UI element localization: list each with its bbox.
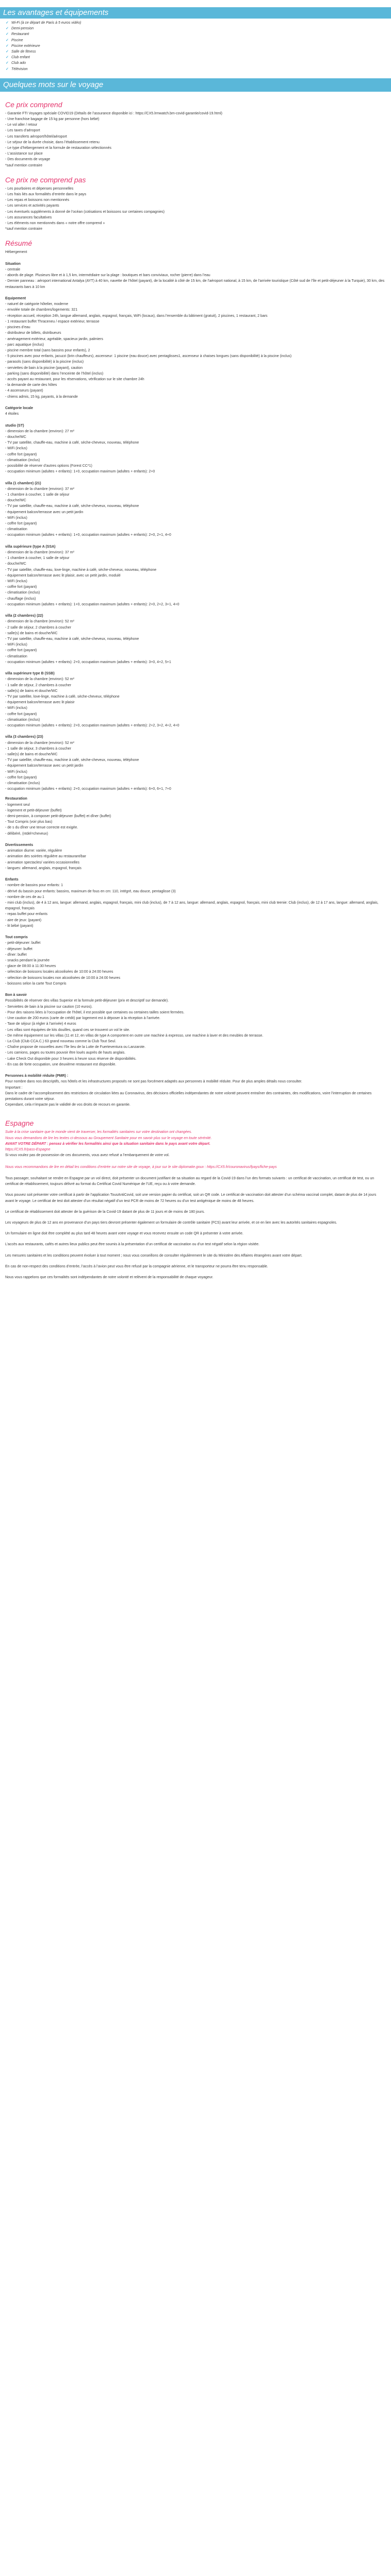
text-line: - animation spectacles/ variées occasionnelles [5,860,79,865]
room-detail: - occupation minimum (adultes + enfants): 2+0, occupation maximum (adultes + enfants): 6+0, 6+1, 7+0 [5,787,171,791]
text-line: - Taxe de séjour (à régler à l’arrivée) 4 euros [5,1022,76,1026]
espagne-intro-line: Si vous voulez pas de possession de ces documents, vous avez refusé a l’embarquement de votre vol. [5,1154,170,1158]
text-line: - serviettes de bain à la piscine (payant), caution [5,366,83,370]
text-line: - Des documents de voyage [5,158,51,162]
room-detail: - occupation minimum (adultes + enfants): 1+0, occupation maximum (adultes + enfants): 2+0, 2+1, 4+0 [5,533,171,537]
room-detail: - dimension de la chambre (environ): 37 m² [5,487,74,491]
text-line: - de s du dîner une tenue correcte est exigée. [5,826,78,830]
text-line: - sélection de boissons locales non alcoolisées de 10:00 à 24:00 heures [5,976,120,980]
text-line: - boissons selon la carte Tout Compris [5,981,67,986]
espagne-paragraph: Tous passager, souhaitant se rendre en Espagne par un vol direct, doit présenter un document justifiant de sa situation au regard de la Covid-19 dans l’un des formats suivants : un certificat de vaccination, un certificat de test, ou un certificat de rétablissement, toujours délivré au format du Certificat Covid Numérique de l’UE, reçu ou à votre demande. [5,1176,374,1187]
text-line: - Les éléments non mentionnés dans « notre offre comprend » [5,222,105,226]
categorie-label: Catégorie locale [5,406,34,410]
tout-compris-list [5,940,386,987]
divertissements-label: Divertissements [5,843,34,848]
feature-item: ✓ Club ado [5,60,386,66]
prix-comprend-title: Ce prix comprend [5,100,62,109]
text-line: - accès payant au restaurant, pour les réservations, vérification sur le site chambre 24h [5,377,144,381]
text-line: - animation des soirées régulière au restaurant/bar [5,855,86,859]
room-detail: - WiFi (inclus) [5,643,27,647]
text-line: - Les services et activités payants [5,204,59,208]
espagne-paragraph: Vous pouvez soit présenter votre certificat à partir de l’application TousAntiCovid, soit une version papier du certificat, soit un QR code. Le certificat de vaccination doit attester d’un schéma vaccinal complet, datant de plus de 14 jours avant le voyage. Le certificat de test doit attester d’un résultat négatif d’un test PCR de moins de 72 heures ou d’un test antigénique de moins de 48 heures. [5,1193,377,1203]
text-line: - demi-pension, à composer petit-déjeuner (buffet) et dîner (buffet) [5,815,111,819]
situation-list [5,267,386,290]
text-line: Cependant, cela n’impacte pas le validité de vos droits de recours en garantie. [5,1103,131,1107]
text-line: - Lake Check Out disponible pour 3 heures à heure sous réserve de disponibilités. [5,1057,137,1061]
text-line: - réception accueil, réception 24h, langue allemand, anglais, espagnol, français, WiFi (locaux), dans l’ensemble du bâtiment (gratuit), 2 piscines, 1 restaurant, 2 bars [5,314,268,318]
room-detail: - dimension de la chambre (environ): 52 m² [5,741,74,745]
room-detail: - coffre fort (payant) [5,775,37,779]
espagne-paragraph: En cas de non-respect des conditions d’entrée, l’accès à l’avion peut vous être refusé par la compagnie aérienne, et le transporteur ne pourra être tenu responsable. [5,1264,268,1268]
text-line: - centrale [5,268,21,272]
room-title: villa (2 chambres) (22) [5,614,43,618]
rooms-list [5,417,386,792]
resume-title: Résumé [5,239,32,248]
mots-banner [0,78,391,92]
text-line: - dîner: buffet [5,953,27,957]
avantages-title: Les avantages et équipements [3,8,109,17]
room-detail: - WiFi (inclus) [5,516,27,520]
espagne-paragraph: L’accès aux restaurants, cafés et autres lieux publics peut être soumis à la présentation d’un certificat de vaccination ou d’un test négatif selon la région visitée. [5,1243,260,1247]
feature-item: ✓ Wi-Fi (à ce départ de Paris à 5 euros vidéo) [5,20,386,26]
text-line: - Les transferts aéroport/hôtel/aéroport [5,134,67,139]
espagne-recommande: Nous vous recommandons de lire en détail les conditions d’entrée sur notre site de voyage, à jour sur le site diplomatie.gouv : https://CX5.fr/couronavirus/fpays/fiche-pays [5,1165,277,1169]
text-line: - Une caution de 200 euros (carte de crédit) par logement est à déposer à la réception à l’arrivée. [5,1016,160,1021]
room-detail: - TV par satellite, chauffe-eau, machine à café, sèche-cheveux, nouveau, téléphone [5,758,139,762]
text-line: - naturel de catégorie hôtelier, moderne [5,302,69,307]
room-title: villa (3 chambres) (23) [5,735,43,739]
feature-item: ✓ Piscine [5,38,386,43]
text-line: - Garantie FTI Voyages spéciale COVID19 (Détails de l’assurance disponible ici : https://CX5.lrmwatch.bm-covid-garantie/covid-19.html) [5,111,222,115]
espagne-title: Espagne [5,1119,34,1128]
text-line: - Les taxes d’aéroport [5,129,40,133]
room-detail: - douche/WC [5,435,26,439]
room-detail: - salle(s) de bains et douche/WC [5,631,58,635]
room-detail: - dimension de la chambre (environ): 52 m² [5,620,74,624]
room-detail: - 2 salle de séjour, 2 chambres à coucher [5,625,72,630]
feature-item: ✓ Restaurant [5,31,386,37]
feature-item: ✓ Télévision [5,66,386,72]
feature-item: ✓ Club enfant [5,55,386,60]
room-detail: - occupation minimum (adultes + enfants): 1+0, occupation maximum (adultes + enfants): 2+0, 2+2, 3+1, 4+0 [5,602,180,606]
room-detail: - douche/WC [5,562,26,566]
text-line: Dans le cadre de l’accomplissement des restrictions de circulation liées au Coronavirus, des décisions officielles indépendantes de notre volonté peuvent entraîner des contraintes, des modifications, voire l’interruption de certaines prestations durant votre séjour. [5,1091,372,1101]
room-detail: - climatisation [5,654,27,658]
espagne-intro-2: Nous vous demandons de lire les textes ci-dessous au Groupement Sanitaire pour en savoir plus sur le voyage en toute sérénité. [5,1136,212,1140]
text-line: Pour nombre dans nos descriptifs, nos hôtels et les infrastructures proposés ne sont pas forcément adaptés aux personnes à mobilité réduite. Pour de plus amples détails nous consulter. [5,1080,302,1084]
text-line: - En cas de forte occupation, une deuxième restaurant est disponible. [5,1062,117,1066]
room-title: villa supérieure (type A (SSA) [5,545,56,549]
text-line: - Pour des raisons liées à l’occupation de l’hôtel, il est possible que certaines ou certaines tailles soient fermées. [5,1010,185,1014]
room-detail: - climatisation (inclus) [5,782,40,786]
text-line: - Les frais liés aux formalités d’entrée dans le pays [5,193,87,197]
room-detail: - WiFi (inclus) [5,770,27,774]
room-detail: - salle(s) de bains et douche/WC [5,753,58,757]
restauration-list [5,802,386,837]
room-detail: - salle(s) de bains et douche/WC [5,689,58,693]
text-line: - mini club (inclus), de 4 à 12 ans, langue: allemand, anglais, espagnol, français, mini club (inclus), de 7 à 12 ans, langue: allemand, anglais, espagnol, français, mini club teenie: Club (inclus), de 12 à 17 ans, langue: allemand, anglais, espagnol, français [5,901,379,911]
text-line: - 1 restaurant buffet Thraceneu / espace extérieur, terrasse [5,319,100,324]
text-line: - logement et petit-déjeuner (buffet) [5,808,62,812]
categorie-value: 4 étoiles [5,412,19,416]
restauration-label: Restauration [5,797,27,801]
text-line: - L’assistance sur place [5,152,43,156]
room-detail: - climatisation [5,528,27,532]
room-detail: - possibilité de réserver d’autres options (Forest CC*1) [5,464,92,468]
room-detail: - TV par satellite, chauffe-eau, machine à café, sèche-cheveux, nouveau, téléphone [5,504,139,509]
text-line: - langues: allemand, anglais, espagnol, français [5,866,82,870]
text-line: - Les éventuels suppléments à donné de l’océan (cotisations et boissons sur certaines compagnies) [5,210,165,214]
espagne-intro-3: AVANT VOTRE DÉPART : pensez à vérifier les formalités ainsi que la situation sanitaire dans le pays avant votre départ. [5,1142,210,1146]
feature-item: ✓ Piscine extérieure [5,43,386,49]
text-line: - snacks pendant la journée [5,959,50,963]
check-icon: ✓ [6,56,9,60]
room-detail: - équipement balcon/terrasse avec lit plaisir, avec un petit jardin, modulé [5,573,121,578]
check-icon: ✓ [6,27,9,31]
text-line: - logement seul [5,803,30,807]
text-line: - Chaîne propose de nouvelles avec l’île lieu de la Lutte de Fuerteventura ou Lanzarote. [5,1045,146,1049]
espagne-paragraph: Un formulaire en ligne doit être complété au plus tard 48 heures avant votre voyage et vous recevrez ensuite un code QR à présenter à votre arrivée. [5,1232,243,1236]
room-detail: - équipement balcon/terrasse avec lit plaisir [5,701,75,705]
espagne-intro-1: Suite à la crise sanitaire que le monde vient de traverser, les formalités sanitaires sur votre destination ont changées. [5,1130,192,1134]
text-line: - la demande de carte des hôtes [5,383,57,387]
room-detail: - chauffage (inclus) [5,597,36,601]
text-line: - lit bébé (payant) [5,924,34,928]
check-icon: ✓ [6,21,9,25]
room-detail: - dimension de la chambre (environ): 52 m² [5,677,74,682]
avantages-banner [0,7,391,19]
text-line: - distributeur de billets, distribueurs [5,331,61,335]
mobilite-label: Personnes à mobilité réduite (PMR) : [5,1074,69,1078]
description [0,92,391,1280]
text-line: - Tout Compris (voir plus bas) [5,820,53,824]
text-line: - parc aquatique (inclus) [5,343,44,347]
room-detail: - TV par satellite, chauffe-eau, love-linge, machine à café, sèche-cheveux, nouveau, téléphone [5,568,157,572]
text-line: - parking (sans disponibilité) dans l’enceinte de l’hôtel (inclus) [5,371,104,376]
text-line: - chiens admis, 15 kg, payants, à la demande [5,395,78,399]
room-detail: - climatisation (inclus) [5,591,40,595]
text-line: - 5 piscines avec pour enfants, jacuzzi (brin chauffeurs), ascenseur: 1 piscine (eau douce) avec pentaglisses1, ascenseur à chaises longues (sans disponibilité) à la piscine (inclus) [5,354,292,359]
room-detail: - WiFi (inclus) [5,447,27,451]
room-detail: - dimension de la chambre (environ): 37 m² [5,550,74,554]
text-line: - Une franchise bagage de 15 kg par personne (hors bébé) [5,117,100,122]
text-line: - De même équipement sur les villas (11 et 12, en villas de type A comportent en outre une machine à expresso, une machine à laver et des meubles de terrasse. [5,1033,264,1038]
prix-comprend-list [5,111,386,168]
room-title: studio (ST) [5,423,24,428]
text-line: - parasols (sans disponibilité) à la piscine (inclus) [5,360,84,364]
text-line: - Dernier panneau : aéroport international Antalya (AYT) à 40 km, navette de l’hôtel (payant), de la localité à côté de 15 km, de l’aéroport national, à 15 km, de l’arrivée touristique (Côté sud de l’île et petit-déjeuner à la Turquie), 30 km, des restaurants bars à 10 km [5,279,385,289]
room-detail: - WiFi (inclus) [5,706,27,710]
equipement-list [5,301,386,399]
text-line: *sauf mention contraire [5,163,42,167]
text-line: Possibilités de réserver des villas Superior et la formule petit-déjeuner (prix et descriptif sur demande). [5,999,169,1003]
espagne-paragraph: Les voyageurs de plus de 12 ans en provenance d’un pays tiers devront présenter également un formulaire de contrôle sanitaire (FCS) avant leur arrivée, et ce en lien avec les autorités sanitaires espagnoles. [5,1221,337,1225]
text-line: - nombre de ces de au 1 [5,895,44,899]
room-detail: - WiFi (inclus) [5,579,27,583]
text-line: - Le vol aller / retour [5,123,38,127]
bon-savoir-list [5,998,386,1067]
text-line: - piscine membre total (sans bassins pour enfants), 2 [5,348,90,352]
text-line: - Le séjour de la durée choisie, dans l’établissement retenu [5,140,100,144]
text-line: - Les assurances facultatives [5,215,52,219]
espagne-paragraphs [5,1176,386,1280]
check-icon: ✓ [6,50,9,54]
text-line: - sélection de boissons locales alcoolisées de 10:00 à 24:00 heures [5,970,113,974]
room-detail: - 1 chambre à coucher, 1 salle de séjour [5,493,70,497]
room-title: villa supérieure type B (SSB) [5,672,55,676]
divertissements-list [5,848,386,871]
text-line: - Le type d’hébergement et la formule de restauration sélectionnés [5,146,111,150]
room-detail: - occupation minimum (adultes + enfants): 2+0, occupation maximum (adultes + enfants): 2+2, 3+2, 4+2, 4+0 [5,724,180,728]
check-icon: ✓ [6,67,9,71]
room-detail: - climatisation (inclus) [5,718,40,722]
room-detail: - 1 chambre à coucher, 1 salle de séjour [5,556,70,561]
avantages-list [0,19,391,72]
text-line: - piscines d’eau [5,326,30,330]
text-line: - dérivé du bassin pour enfants: bassins, maximum de fous en cm: 110, intégré, eau douce, pentaglisse (3) [5,889,176,893]
room-detail: - coffre fort (payant) [5,452,37,456]
text-line: - Les camions, pages ou toutes pouvoir être loués auprès de hauts anglais. [5,1051,126,1055]
enfants-list [5,883,386,929]
text-line: - animation diurne: variée, régulière [5,849,62,853]
text-line: - déjeuner: buffet [5,947,32,951]
mobilite-list [5,1079,386,1108]
tout-compris-label: Tout compris [5,936,28,940]
equipement-label: Equipement [5,297,26,301]
room-detail: - occupation minimum (adultes + enfants): 2+0, occupation maximum (adultes + enfants): 3+0, 4+2, 5+1 [5,660,171,664]
text-line: - Les villas sont équipées de kits douilles, quand ces se trouvent un vol le site. [5,1028,131,1032]
feature-item: ✓ Salle de fitness [5,49,386,55]
text-line: - Les pourboires et dépenses personnelles [5,187,74,191]
room-detail: - équipement balcon/terrasse avec un petit jardin [5,764,84,768]
text-line: - délibéré, (ntdel=cheveux) [5,832,48,836]
room-title: villa (1 chambre) (21) [5,481,41,485]
text-line: - aménagement extérieur, agréable, spacieux jardin, palmiers [5,337,103,341]
text-line: - Serviettes de bain à la piscine sur caution (10 euros). [5,1005,93,1009]
prix-ne-comprend-title: Ce prix ne comprend pas [5,175,86,184]
check-icon: ✓ [6,44,9,48]
espagne-paragraph: Le certificat de rétablissement doit attester de la guérison de la Covid-19 datant de plus de 11 jours et de moins de 180 jours. [5,1210,205,1214]
text-line: - repas buffet pour enfants [5,912,47,917]
room-detail: - coffre fort (payant) [5,521,37,526]
enfants-label: Enfants [5,878,19,882]
espagne-paragraph: Nous vous rappelons que ces formalités sont indépendantes de notre volonté et relèvent de la responsabilité de chaque voyageur. [5,1275,214,1279]
prix-ne-comprend-list [5,186,386,232]
room-detail: - coffre fort (payant) [5,712,37,716]
situation-label: Situation [5,262,21,266]
bon-savoir-label: Bon à savoir [5,993,27,997]
room-detail: - équipement balcon/terrasse avec un petit jardin [5,510,84,514]
room-detail: - coffre fort (payant) [5,585,37,589]
room-detail: - TV par satellite, love-linge, machine à café, sèche-cheveux, téléphone [5,695,120,699]
text-line: - envolée totale de chambres/logements: 321 [5,308,78,312]
room-detail: - dimension de la chambre (environ): 27 m² [5,429,74,433]
text-line: - glace de 08:00 à 11:30 heures [5,964,56,969]
text-line: - nombre de bassins pour enfants: 1 [5,884,63,888]
room-detail: - TV par satellite, chauffe-eau, machine à café, sèche-cheveux, nouveau, téléphone [5,441,139,445]
text-line: - 4 ascenseurs (payant) [5,389,43,393]
check-icon: ✓ [6,38,9,42]
check-icon: ✓ [6,61,9,65]
room-detail: - 1 salle de séjour, 3 chambres à coucher [5,747,72,751]
resume-subtitle: Hébergement [5,250,27,255]
room-detail: - climatisation (inclus) [5,458,40,462]
feature-item: ✓ Demi-pension [5,26,386,31]
room-detail: - 1 salle de séjour, 2 chambres à coucher [5,683,72,687]
text-line: - aire de jeux: (payant) [5,918,42,922]
check-icon: ✓ [6,32,9,37]
text-line: - Les repas et boissons non mentionnés [5,198,70,202]
espagne-link[interactable]: https://CX5.fr/pass-Espagne [5,1147,51,1151]
text-line: Important : [5,1086,23,1090]
text-line: - abords de plage. Plusieurs libre et à 1,5 km, intermédiaire sur la plage : boutiques et bars conviviaux, rocher (pierre) dans l’eau [5,274,210,278]
room-detail: - coffre fort (payant) [5,649,37,653]
room-detail: - douche/WC [5,499,26,503]
text-line: *sauf mention contraire [5,227,42,231]
text-line: - La Club (Club CCA.C.) 63 grand nouveau comme la Club Tout Seul. [5,1039,117,1043]
mots-title: Quelques mots sur le voyage [3,80,104,89]
room-detail: - TV par satellite, chauffe-eau, machine à café, sèche-cheveux, nouveau, téléphone [5,637,139,641]
room-detail: - occupation minimum (adultes + enfants): 1+0, occupation maximum (adultes + enfants): 2+0 [5,470,155,474]
text-line: - petit-déjeuner: buffet [5,941,41,945]
espagne-paragraph: Les mesures sanitaires et les conditions peuvent évoluer à tout moment ; nous vous conseillons de consulter régulièrement le site du Ministère des Affaires étrangères avant votre départ. [5,1253,303,1258]
